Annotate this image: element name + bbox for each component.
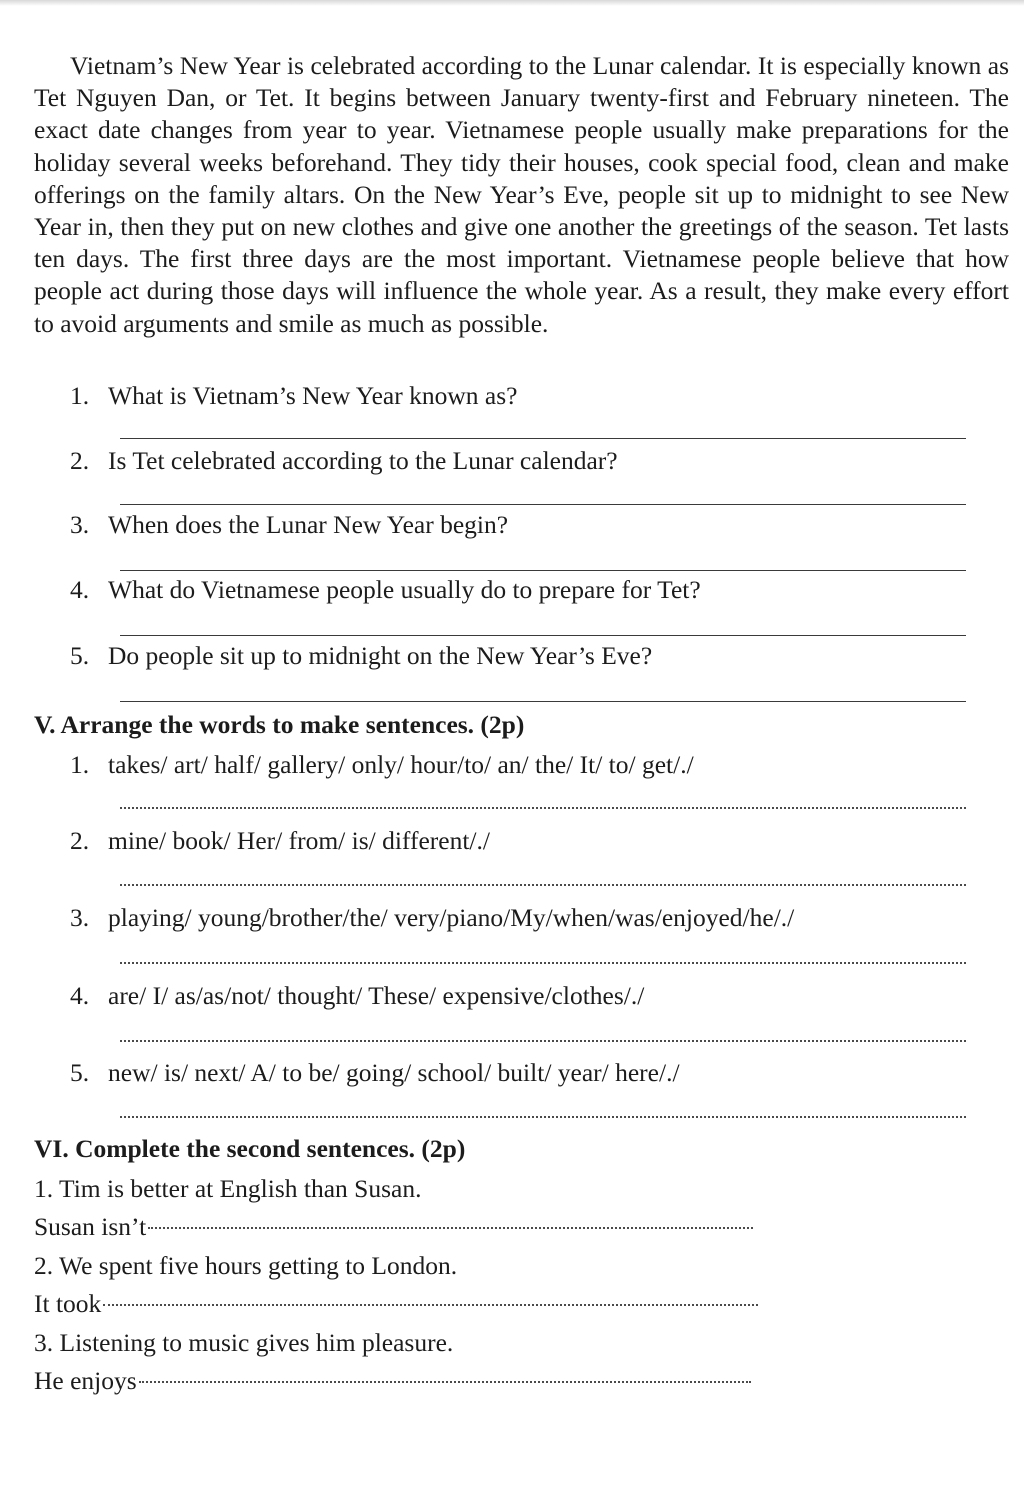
item-words: are/ I/ as/as/not/ thought/ These/ expensive/clothes/./ — [108, 981, 645, 1010]
answer-line-2[interactable] — [120, 504, 966, 505]
item-words: new/ is/ next/ A/ to be/ going/ school/ built/ year/ here/./ — [108, 1058, 680, 1087]
question-text: What do Vietnamese people usually do to prepare for Tet? — [108, 575, 701, 604]
complete-sentence-1: 1. Tim is better at English than Susan. — [34, 1174, 422, 1203]
reading-question-3 — [70, 510, 508, 540]
question-number: 5. — [70, 641, 90, 670]
reading-question-4 — [70, 575, 701, 605]
arrange-answer-line-5[interactable] — [120, 1116, 966, 1118]
section-v-heading: V. Arrange the words to make sentences. (2p) — [34, 710, 525, 739]
question-number: 4. — [70, 575, 90, 604]
item-number: 3. — [70, 903, 90, 932]
complete-start-2 — [34, 1289, 758, 1319]
answer-line-5[interactable] — [120, 701, 966, 702]
item-words: playing/ young/brother/the/ very/piano/My/when/was/enjoyed/he/./ — [108, 903, 795, 932]
question-text: Is Tet celebrated according to the Lunar calendar? — [108, 446, 618, 475]
reading-question-2 — [70, 446, 618, 476]
complete-sentence-3: 3. Listening to music gives him pleasure. — [34, 1328, 454, 1357]
arrange-item-5 — [70, 1058, 680, 1088]
item-number: 5. — [70, 1058, 90, 1087]
question-text: Do people sit up to midnight on the New Year’s Eve? — [108, 641, 653, 670]
answer-line-4[interactable] — [120, 635, 966, 636]
arrange-item-3 — [70, 903, 794, 933]
question-text: What is Vietnam’s New Year known as? — [108, 381, 518, 410]
complete-start-3 — [34, 1366, 751, 1396]
question-number: 2. — [70, 446, 90, 475]
complete-answer-line-3[interactable] — [139, 1381, 751, 1383]
arrange-answer-line-3[interactable] — [120, 962, 966, 964]
sentence-start: It took — [34, 1289, 102, 1318]
question-number: 3. — [70, 510, 90, 539]
sentence-start: Susan isn’t — [34, 1212, 147, 1241]
item-number: 1. — [70, 750, 90, 779]
answer-line-1[interactable] — [120, 438, 966, 439]
question-number: 1. — [70, 381, 90, 410]
arrange-answer-line-1[interactable] — [120, 807, 966, 809]
arrange-answer-line-4[interactable] — [120, 1040, 966, 1042]
arrange-item-2 — [70, 826, 490, 856]
arrange-item-4 — [70, 981, 644, 1011]
page-top-edge — [0, 0, 1024, 6]
item-number: 2. — [70, 826, 90, 855]
answer-line-3[interactable] — [120, 570, 966, 571]
sentence-start: He enjoys — [34, 1366, 137, 1395]
item-words: mine/ book/ Her/ from/ is/ different/./ — [108, 826, 490, 855]
item-words: takes/ art/ half/ gallery/ only/ hour/to/ an/ the/ It/ to/ get/./ — [108, 750, 694, 779]
question-text: When does the Lunar New Year begin? — [108, 510, 509, 539]
item-number: 4. — [70, 981, 90, 1010]
complete-sentence-2: 2. We spent five hours getting to London. — [34, 1251, 458, 1280]
reading-passage: Vietnam’s New Year is celebrated according to the Lunar calendar. It is especially known as Tet Nguyen Dan, or Tet. It begins between January twenty-first and February nineteen. The exact date changes from year to year. Vietnamese people usually make preparations for the holiday several weeks beforehand. They tidy their houses, cook special food, clean and make offerings on the family altars. On the New Year’s Eve, people sit up to midnight to see New Year in, then they put on new clothes and give one another the greetings of the season. Tet lasts ten days. The first three days are the most important. Vietnamese people believe that how people act during those days will influence the whole year. As a result, they make every effort to avoid arguments and smile as much as possible. — [34, 51, 1009, 338]
arrange-answer-line-2[interactable] — [120, 884, 966, 886]
reading-question-1 — [70, 381, 517, 411]
complete-answer-line-2[interactable] — [103, 1304, 758, 1306]
reading-question-5 — [70, 641, 652, 671]
arrange-item-1 — [70, 750, 694, 780]
complete-start-1 — [34, 1212, 753, 1242]
complete-answer-line-1[interactable] — [148, 1227, 753, 1229]
section-vi-heading: VI. Complete the second sentences. (2p) — [34, 1134, 466, 1163]
